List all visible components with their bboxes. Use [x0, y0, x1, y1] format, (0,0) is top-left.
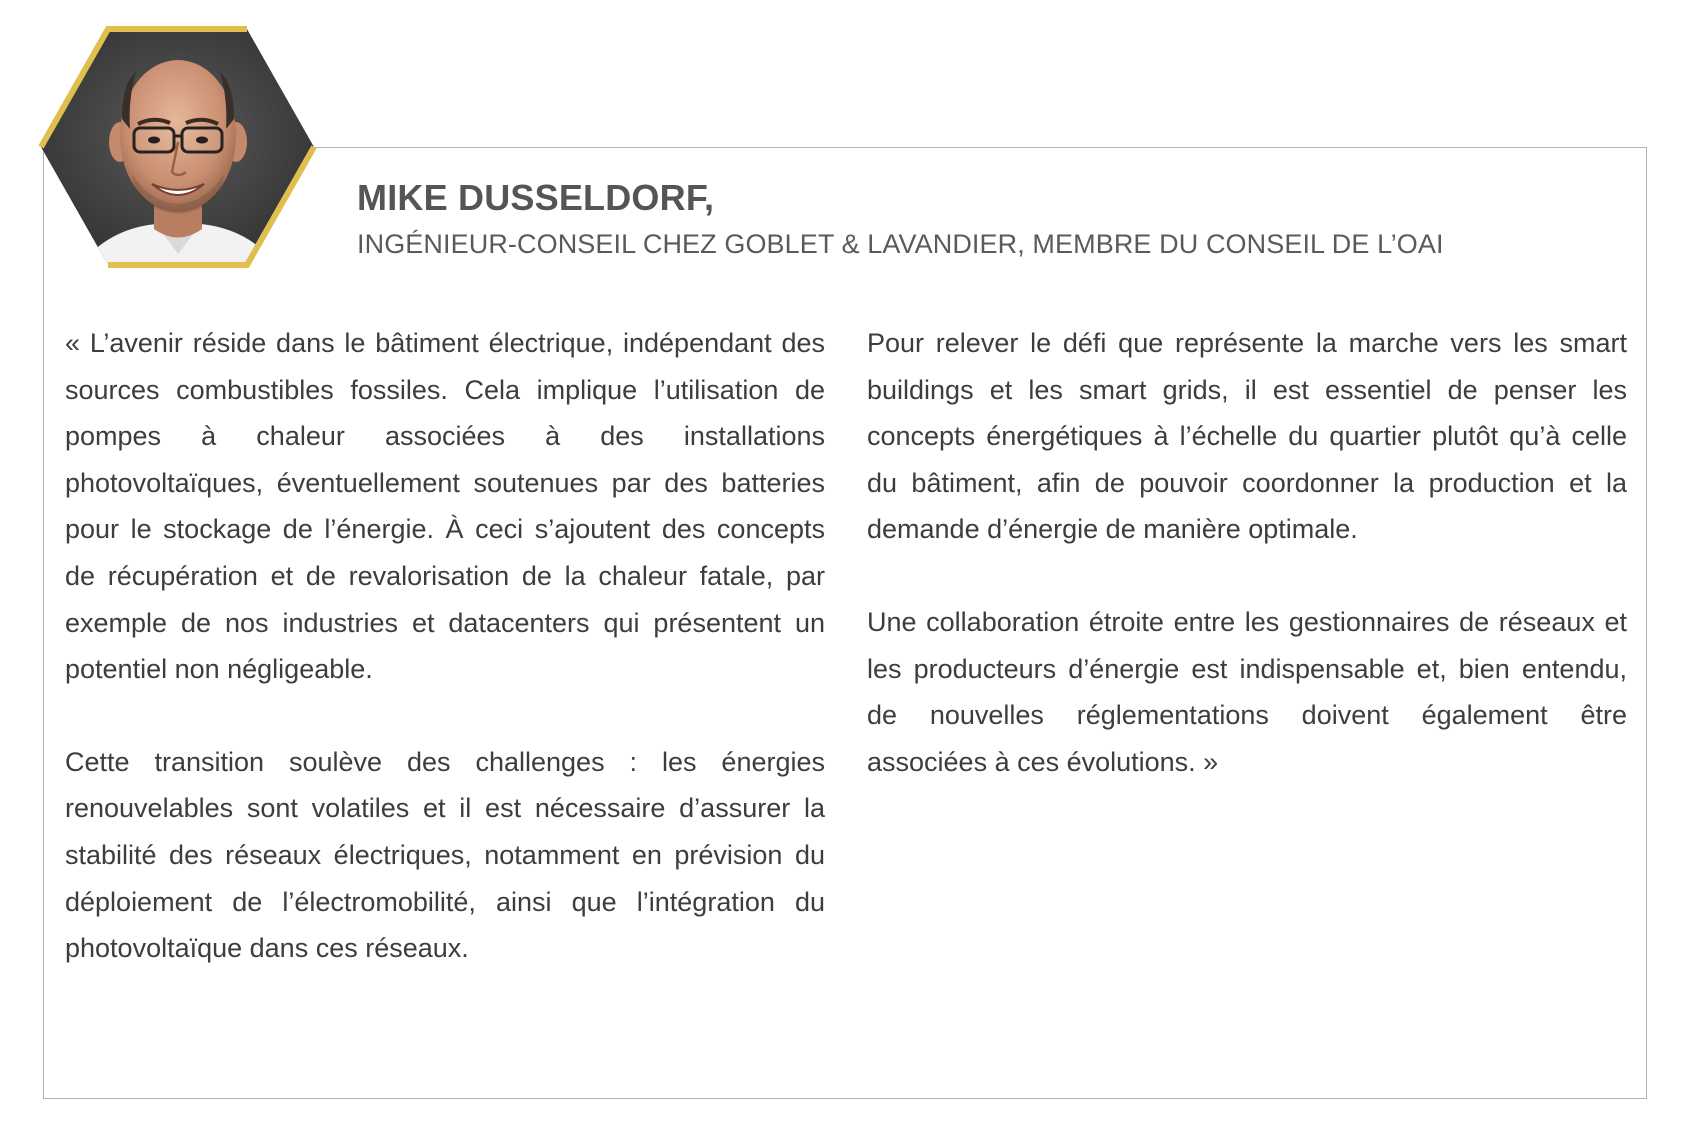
quote-paragraph: Une collaboration étroite entre les gestionnaires de réseaux et les producteurs d’énergie est indispensable et, bien entendu, de nouvelles réglementations doivent également être associées à ces évolutions. »: [867, 606, 1627, 777]
quote-column-left: [65, 320, 825, 972]
quote-paragraph: Cette transition soulève des challenges : les énergies renouvelables sont volatiles et il est nécessaire d’assurer la stabilité des réseaux électriques, notamment en prévision du déploiement de l’électromobilité, ainsi que l’intégration du photovoltaïque dans ces réseaux.: [65, 746, 825, 964]
portrait-photo: [36, 24, 319, 270]
portrait-hexagon: [36, 24, 319, 270]
quote-column-right: [867, 320, 1627, 785]
quote-paragraph: « L’avenir réside dans le bâtiment électrique, indépendant des sources combustibles fossiles. Cela implique l’utilisation de pompes à chaleur associées à des installations photovoltaïques, éventuellement soutenues par des batteries pour le stockage de l’énergie. À ceci s’ajoutent des concepts de récupération et de revalorisation de la chaleur fatale, par exemple de nos industries et datacenters qui présentent un potentiel non négligeable.: [65, 328, 825, 685]
person-name: MIKE DUSSELDORF,: [357, 177, 715, 218]
person-header: [357, 176, 1637, 264]
quote-paragraph: Pour relever le défi que représente la marche vers les smart buildings et les smart grids, il est essentiel de penser les concepts énergétiques à l’échelle du quartier plutôt qu’à celle du bâtiment, afin de pouvoir coordonner la production et la demande d’énergie de manière optimale.: [867, 328, 1627, 545]
person-role: INGÉNIEUR-CONSEIL CHEZ GOBLET & LAVANDIER, MEMBRE DU CONSEIL DE L’OAI: [357, 229, 1444, 259]
